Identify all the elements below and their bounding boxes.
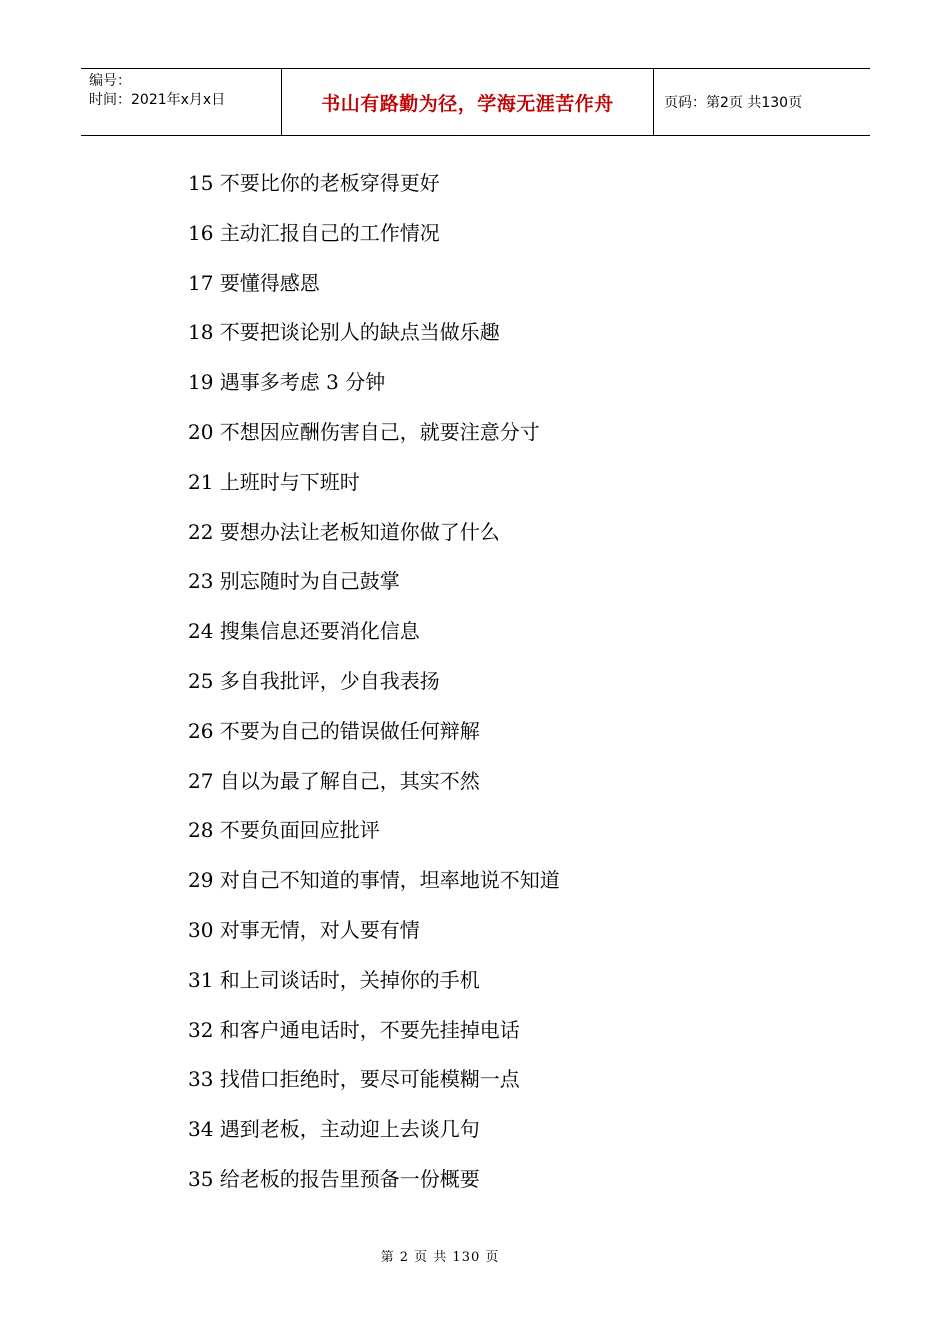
list-item: 25 多自我批评，少自我表扬 [188,668,440,693]
list-item: 16 主动汇报自己的工作情况 [188,220,440,245]
list-item: 24 搜集信息还要消化信息 [188,619,420,644]
number-label: 编号： [89,73,131,89]
header-motto-cell [281,69,654,135]
page-footer: 第 2 页 共 130 页 [380,1250,500,1265]
list-item: 18 不要把谈论别人的缺点当做乐趣 [188,320,500,345]
list-item: 32 和客户通电话时，不要先挂掉电话 [188,1017,520,1042]
list-item: 35 给老板的报告里预备一份概要 [188,1166,480,1191]
list-item: 19 遇事多考虑 3 分钟 [188,370,386,395]
list-item: 34 遇到老板，主动迎上去谈几句 [188,1117,480,1142]
page-info: 页码：第2页 共130页 [664,95,803,111]
list-item: 31 和上司谈话时，关掉你的手机 [188,967,480,992]
list-item: 26 不要为自己的错误做任何辩解 [188,718,480,743]
list-item: 20 不想因应酬伤害自己，就要注意分寸 [188,419,540,444]
list-item: 28 不要负面回应批评 [188,818,380,843]
list-item: 27 自以为最了解自己，其实不然 [188,768,480,793]
list-item: 15 不要比你的老板穿得更好 [188,171,440,195]
motto-text: 书山有路勤为径，学海无涯苦作舟 [321,92,614,115]
document-header [81,68,870,136]
list-item: 33 找借口拒绝时，要尽可能模糊一点 [188,1067,520,1092]
list-item: 21 上班时与下班时 [188,469,360,494]
header-page-cell [654,69,870,135]
list-item: 22 要想办法让老板知道你做了什么 [188,519,500,544]
tips-list [188,165,560,1211]
list-item: 29 对自己不知道的事情，坦率地说不知道 [188,868,560,893]
list-item: 17 要懂得感恩 [188,270,320,295]
header-left-cell [81,69,281,135]
list-item: 30 对事无情，对人要有情 [188,917,420,942]
list-item: 23 别忘随时为自己鼓掌 [188,569,400,594]
time-label: 时间：2021年x月x日 [89,92,226,108]
